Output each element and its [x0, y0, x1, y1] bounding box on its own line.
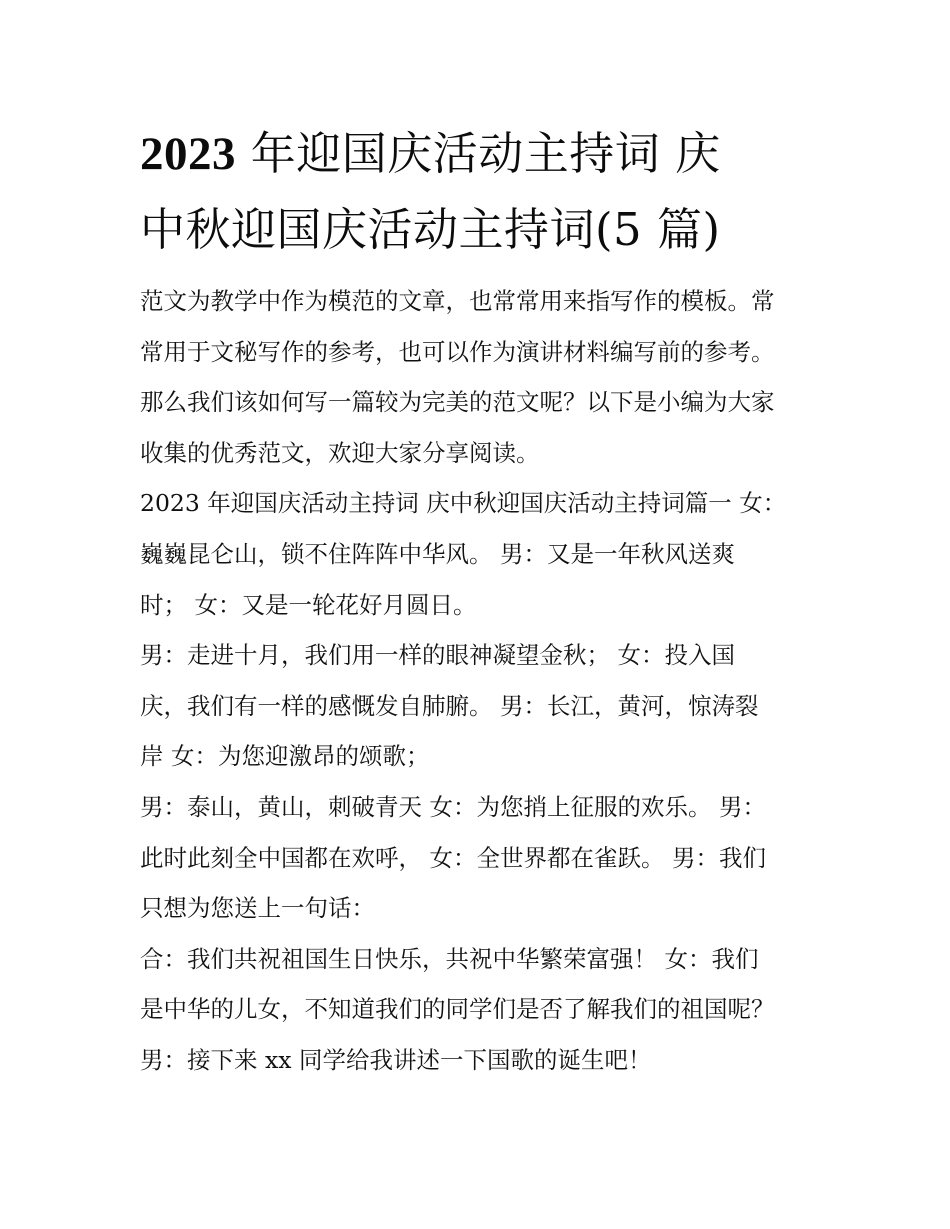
body-line: 岸 女：为您迎激昂的颂歌；	[140, 742, 430, 771]
body-line: 2023 年迎国庆活动主持词 庆中秋迎国庆活动主持词篇一 女：	[140, 489, 787, 518]
body-line: 巍巍昆仑山，锁不住阵阵中华风。 男：又是一年秋风送爽	[140, 539, 735, 568]
body-line: 此时此刻全中国都在欢呼， 女：全世界都在雀跃。 男：我们	[140, 843, 766, 872]
title-line-1	[140, 116, 820, 192]
body-line: 男：走进十月，我们用一样的眼神凝望金秋； 女：投入国	[140, 641, 735, 670]
body-line: 男：接下来 xx 同学给我讲述一下国歌的诞生吧！	[140, 1045, 652, 1074]
body-line: 常用于文秘写作的参考，也可以作为演讲材料编写前的参考。	[140, 337, 775, 366]
body-line: 收集的优秀范文，欢迎大家分享阅读。	[140, 438, 540, 467]
document-body	[140, 276, 840, 1086]
body-line: 那么我们该如何写一篇较为完美的范文呢？以下是小编为大家	[140, 388, 775, 417]
title-year: 2023	[140, 128, 236, 180]
body-line: 合：我们共祝祖国生日快乐，共祝中华繁荣富强！ 女：我们	[140, 944, 759, 973]
title-line-2: 中秋迎国庆活动主持词(5 篇)	[140, 203, 721, 256]
body-line: 只想为您送上一句话：	[140, 894, 375, 923]
body-line: 范文为教学中作为模范的文章，也常常用来指写作的模板。常	[140, 287, 775, 315]
body-line: 庆，我们有一样的感慨发自肺腑。 男：长江，黄河，惊涛裂	[140, 691, 759, 720]
body-line: 时； 女：又是一轮花好月圆日。	[140, 590, 477, 619]
body-line: 男：泰山，黄山，刺破青天 女：为您捎上征服的欢乐。 男：	[140, 792, 766, 821]
document-title	[140, 116, 820, 268]
title-line-1-text: 年迎国庆活动主持词 庆	[236, 127, 721, 180]
body-line: 是中华的儿女，不知道我们的同学们是否了解我们的祖国呢？	[140, 995, 775, 1024]
